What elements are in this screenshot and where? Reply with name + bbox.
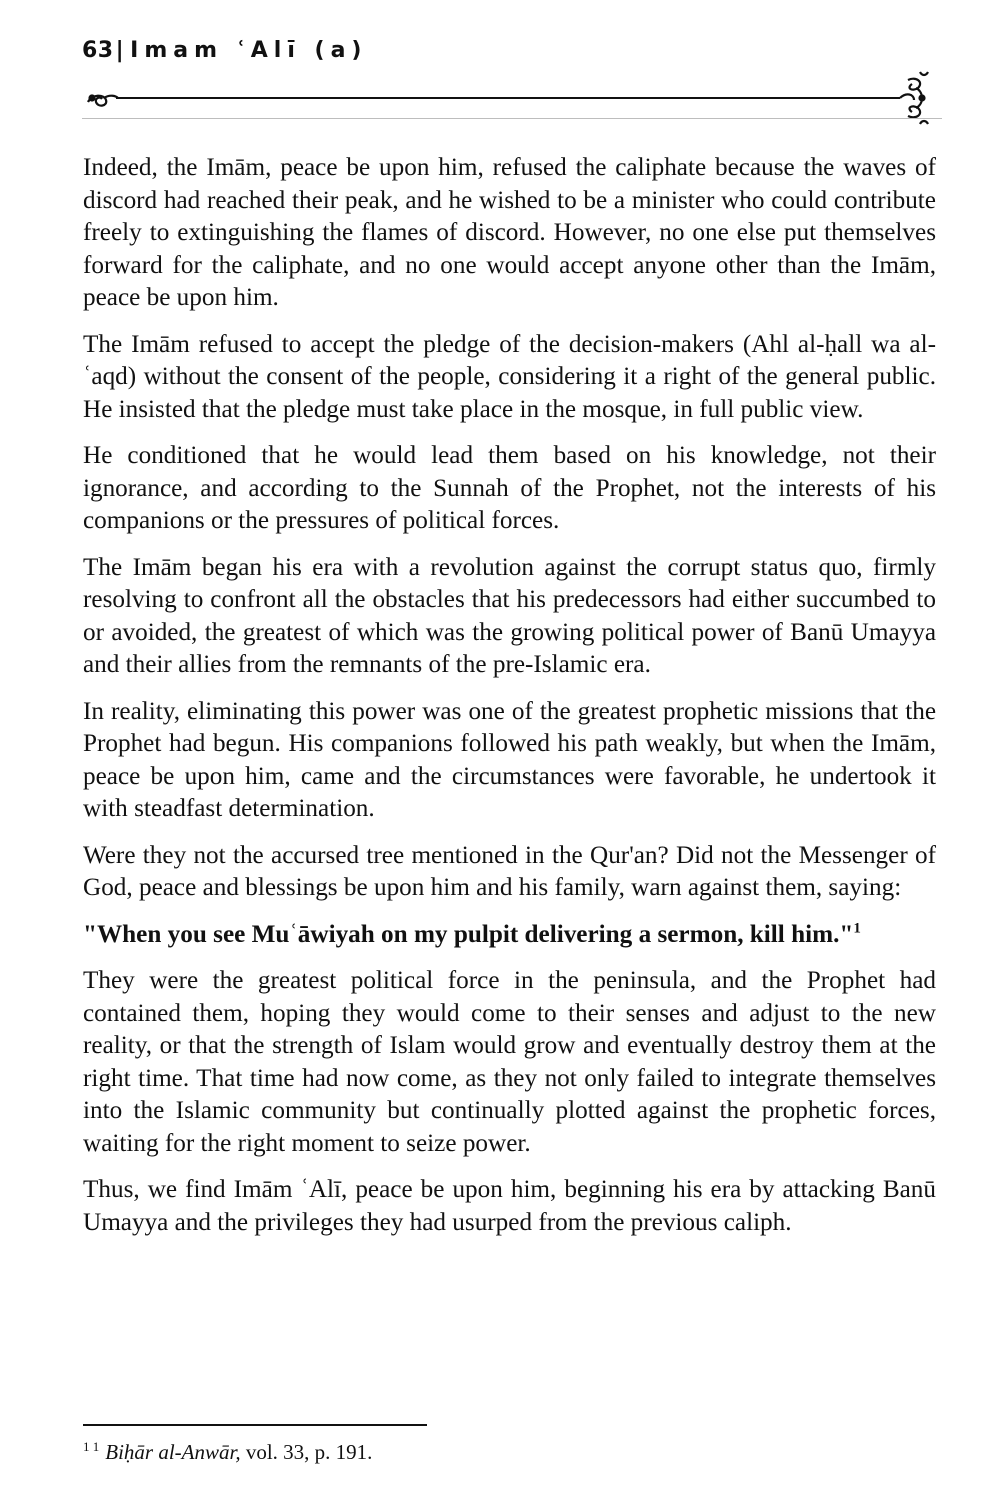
right-flourish-icon (900, 72, 928, 124)
header-divider (82, 118, 942, 119)
paragraph: The Imām began his era with a revolution against the corrupt status quo, firmly resolving to confront all the obstacles that his predecessors had either succumbed to or avoided, the greatest of which was the growing political power of Banū Umayya and their allies from the remnants of the pre-Islamic era. (83, 553, 936, 678)
left-flourish-icon (88, 96, 118, 106)
footnote-detail: vol. 33, p. 191. (240, 1440, 373, 1464)
footnote (83, 1438, 372, 1466)
paragraph: Were they not the accursed tree mentioned in the Qur'an? Did not the Messenger of God, peace and blessings be upon him and his family, warn against them, saying: (83, 841, 936, 901)
paragraph: In reality, eliminating this power was one of the greatest prophetic missions that the Prophet had begun. His companions followed his path weakly, but when the Imām, peace be upon him, came and the circumstances were favorable, he undertook it with steadfast determination. (83, 697, 936, 822)
footnote-source: Biḥār al-Anwār, (105, 1440, 241, 1464)
paragraph: They were the greatest political force in the peninsula, and the Prophet had contained them, hoping they would come to their senses and adjust to the new reality, or that the strength of Islam would grow and eventually destroy them at the right time. That time had now come, as they not only failed to integrate themselves into the Islamic community but continually plotted against the prophetic forces, waiting for the right moment to seize power. (83, 967, 936, 1157)
ornamental-rule (82, 66, 942, 126)
footnote-divider (83, 1424, 427, 1426)
hadith-quote (83, 919, 936, 952)
header-separator: | (115, 38, 125, 63)
body-text (83, 152, 936, 1253)
paragraph: Thus, we find Imām ʿAlī, peace be upon him, beginning his era by attacking Banū Umayya and the privileges they had usurped from the previous caliph. (83, 1176, 936, 1236)
paragraph: He conditioned that he would lead them based on his knowledge, not their ignorance, and according to the Sunnah of the Prophet, not the interests of his companions or the pressures of political forces. (83, 442, 936, 534)
running-head (82, 38, 368, 63)
page-number: 63 (82, 38, 114, 63)
paragraph: The Imām refused to accept the pledge of the decision-makers (Ahl al-ḥall wa al-ʿaqd) without the consent of the people, considering it a right of the general public. He insisted that the pledge must take place in the mosque, in full public view. (83, 330, 936, 423)
page-header (82, 38, 942, 118)
quote-text: "When you see Muʿāwiyah on my pulpit delivering a sermon, kill him." (83, 920, 854, 948)
running-title: Imam ʿAlī (a) (130, 38, 368, 63)
footnote-marks: 1 1 (83, 1439, 100, 1454)
paragraph: Indeed, the Imām, peace be upon him, refused the caliphate because the waves of discord had reached their peak, and he wished to be a minister who could contribute freely to extinguishing the flames of discord. However, no one else put themselves forward for the caliphate, and no one would accept anyone other than the Imām, peace be upon him. (83, 154, 936, 311)
footnote-reference[interactable]: 1 (853, 920, 861, 937)
